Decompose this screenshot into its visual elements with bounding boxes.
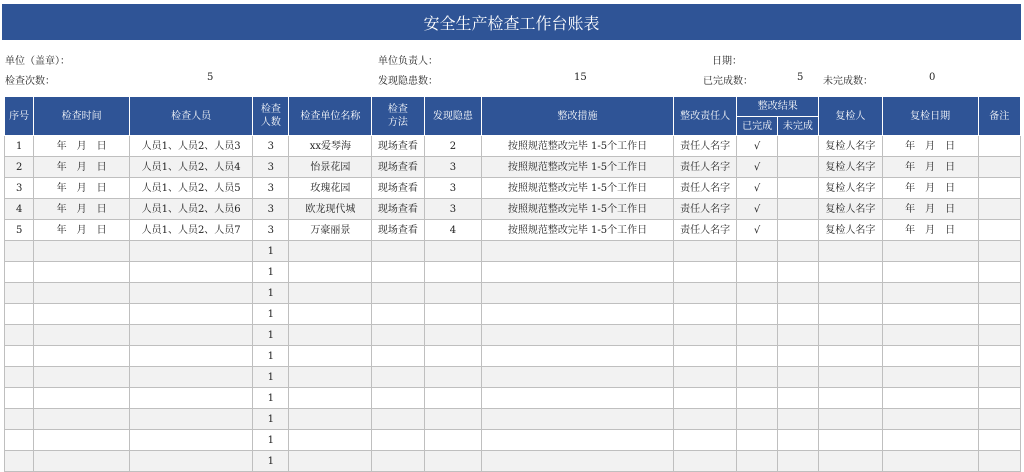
cell-undone[interactable] — [777, 241, 818, 262]
cell-unit[interactable] — [289, 241, 372, 262]
cell-unit[interactable] — [289, 409, 372, 430]
cell-review-date[interactable]: 年 月 日 — [882, 199, 978, 220]
cell-done[interactable] — [737, 451, 777, 472]
sheet-title: 安全生产检查工作台账表 — [2, 4, 1021, 40]
cell-review-date[interactable] — [882, 367, 978, 388]
cell-hazards[interactable] — [424, 430, 482, 451]
cell-done[interactable]: √ — [737, 157, 777, 178]
cell-owner[interactable] — [673, 241, 737, 262]
ledger-table — [4, 96, 1021, 472]
cell-people[interactable] — [130, 367, 253, 388]
cell-owner[interactable] — [673, 262, 737, 283]
cell-reviewer[interactable] — [819, 409, 883, 430]
header-reviewer: 复检人 — [819, 97, 883, 136]
cell-note[interactable] — [978, 178, 1020, 199]
cell-note[interactable] — [978, 409, 1020, 430]
cell-count[interactable]: 1 — [253, 262, 289, 283]
cell-review-date[interactable] — [882, 451, 978, 472]
cell-seq[interactable]: 1 — [5, 136, 34, 157]
cell-people[interactable]: 人员1、人员2、人员4 — [130, 157, 253, 178]
cell-note[interactable] — [978, 304, 1020, 325]
cell-unit[interactable]: 玫瑰花园 — [289, 178, 372, 199]
cell-count[interactable]: 1 — [253, 451, 289, 472]
header-people: 检查人员 — [130, 97, 253, 136]
uncompleted-count-value: 0 — [929, 72, 936, 83]
header-time: 检查时间 — [34, 97, 130, 136]
cell-review-date[interactable] — [882, 430, 978, 451]
cell-done[interactable] — [737, 346, 777, 367]
cell-note[interactable] — [978, 199, 1020, 220]
cell-done[interactable]: √ — [737, 199, 777, 220]
cell-seq[interactable] — [5, 409, 34, 430]
cell-owner[interactable]: 责任人名字 — [673, 178, 737, 199]
cell-undone[interactable] — [777, 346, 818, 367]
date-label: 日期： — [712, 56, 742, 67]
cell-undone[interactable] — [777, 262, 818, 283]
cell-hazards[interactable] — [424, 241, 482, 262]
header-note: 备注 — [978, 97, 1020, 136]
table-row — [5, 430, 1021, 451]
header-done: 已完成 — [737, 117, 777, 136]
cell-measures[interactable] — [482, 262, 674, 283]
cell-owner[interactable] — [673, 451, 737, 472]
cell-count[interactable]: 3 — [253, 199, 289, 220]
cell-review-date[interactable]: 年 月 日 — [882, 157, 978, 178]
cell-reviewer[interactable]: 复检人名字 — [819, 220, 883, 241]
cell-hazards[interactable] — [424, 304, 482, 325]
table-row — [5, 262, 1021, 283]
cell-count[interactable]: 1 — [253, 409, 289, 430]
cell-done[interactable] — [737, 409, 777, 430]
cell-done[interactable] — [737, 325, 777, 346]
cell-time[interactable] — [34, 325, 130, 346]
cell-method[interactable]: 现场查看 — [372, 178, 424, 199]
table-row — [5, 388, 1021, 409]
header-method-text: 检查方法 — [387, 104, 408, 128]
cell-count[interactable]: 1 — [253, 367, 289, 388]
cell-done[interactable] — [737, 241, 777, 262]
table-row — [5, 178, 1021, 199]
header-seq: 序号 — [5, 97, 34, 136]
cell-undone[interactable] — [777, 367, 818, 388]
cell-note[interactable] — [978, 451, 1020, 472]
table-row — [5, 157, 1021, 178]
cell-people[interactable] — [130, 325, 253, 346]
cell-undone[interactable] — [777, 409, 818, 430]
cell-hazards[interactable]: 2 — [424, 136, 482, 157]
cell-unit[interactable] — [289, 451, 372, 472]
header-review-date: 复检日期 — [882, 97, 978, 136]
cell-hazards[interactable]: 3 — [424, 157, 482, 178]
cell-note[interactable] — [978, 325, 1020, 346]
cell-unit[interactable] — [289, 304, 372, 325]
cell-method[interactable] — [372, 325, 424, 346]
cell-owner[interactable] — [673, 304, 737, 325]
table-row — [5, 241, 1021, 262]
cell-review-date[interactable]: 年 月 日 — [882, 178, 978, 199]
cell-measures[interactable] — [482, 430, 674, 451]
cell-seq[interactable] — [5, 325, 34, 346]
unit-label: 单位（盖章）： — [5, 56, 70, 67]
cell-seq[interactable] — [5, 262, 34, 283]
cell-unit[interactable] — [289, 283, 372, 304]
cell-unit[interactable]: 万豪丽景 — [289, 220, 372, 241]
cell-method[interactable] — [372, 346, 424, 367]
cell-seq[interactable]: 3 — [5, 178, 34, 199]
cell-seq[interactable] — [5, 430, 34, 451]
header-result: 整改结果 — [737, 97, 819, 117]
cell-done[interactable]: √ — [737, 220, 777, 241]
cell-note[interactable] — [978, 367, 1020, 388]
cell-measures[interactable]: 按照规范整改完毕 1-5个工作日 — [482, 157, 674, 178]
cell-method[interactable] — [372, 430, 424, 451]
cell-note[interactable] — [978, 283, 1020, 304]
cell-hazards[interactable] — [424, 325, 482, 346]
cell-note[interactable] — [978, 136, 1020, 157]
header-measures: 整改措施 — [482, 97, 674, 136]
cell-measures[interactable]: 按照规范整改完毕 1-5个工作日 — [482, 136, 674, 157]
cell-hazards[interactable]: 3 — [424, 178, 482, 199]
cell-review-date[interactable]: 年 月 日 — [882, 136, 978, 157]
cell-unit[interactable] — [289, 262, 372, 283]
cell-people[interactable] — [130, 241, 253, 262]
cell-owner[interactable] — [673, 346, 737, 367]
cell-owner[interactable] — [673, 430, 737, 451]
cell-unit[interactable]: xx爱琴海 — [289, 136, 372, 157]
cell-measures[interactable] — [482, 241, 674, 262]
header-count-text: 检查人数 — [260, 104, 281, 128]
cell-undone[interactable] — [777, 325, 818, 346]
cell-people[interactable] — [130, 304, 253, 325]
cell-reviewer[interactable] — [819, 346, 883, 367]
cell-seq[interactable] — [5, 367, 34, 388]
table-row — [5, 283, 1021, 304]
cell-measures[interactable] — [482, 325, 674, 346]
cell-measures[interactable] — [482, 409, 674, 430]
table-row — [5, 367, 1021, 388]
cell-review-date[interactable] — [882, 388, 978, 409]
cell-review-date[interactable] — [882, 304, 978, 325]
header-owner: 整改责任人 — [673, 97, 737, 136]
cell-count[interactable]: 1 — [253, 346, 289, 367]
cell-reviewer[interactable] — [819, 262, 883, 283]
cell-people[interactable] — [130, 283, 253, 304]
cell-owner[interactable] — [673, 409, 737, 430]
cell-note[interactable] — [978, 388, 1020, 409]
cell-method[interactable]: 现场查看 — [372, 199, 424, 220]
cell-count[interactable]: 3 — [253, 220, 289, 241]
cell-measures[interactable] — [482, 283, 674, 304]
cell-time[interactable] — [34, 430, 130, 451]
cell-hazards[interactable]: 3 — [424, 199, 482, 220]
inspection-count-label: 检查次数： — [5, 76, 55, 87]
cell-method[interactable] — [372, 409, 424, 430]
cell-owner[interactable]: 责任人名字 — [673, 136, 737, 157]
cell-done[interactable]: √ — [737, 178, 777, 199]
cell-hazards[interactable] — [424, 451, 482, 472]
cell-time[interactable] — [34, 367, 130, 388]
cell-note[interactable] — [978, 241, 1020, 262]
cell-measures[interactable] — [482, 388, 674, 409]
cell-method[interactable] — [372, 304, 424, 325]
cell-time[interactable]: 年 月 日 — [34, 157, 130, 178]
cell-done[interactable] — [737, 430, 777, 451]
cell-method[interactable]: 现场查看 — [372, 136, 424, 157]
cell-seq[interactable]: 5 — [5, 220, 34, 241]
cell-done[interactable]: √ — [737, 136, 777, 157]
cell-count[interactable]: 1 — [253, 241, 289, 262]
cell-done[interactable] — [737, 304, 777, 325]
cell-unit[interactable]: 怡景花园 — [289, 157, 372, 178]
cell-time[interactable] — [34, 409, 130, 430]
cell-method[interactable] — [372, 241, 424, 262]
cell-hazards[interactable] — [424, 283, 482, 304]
cell-undone[interactable] — [777, 157, 818, 178]
cell-review-date[interactable] — [882, 346, 978, 367]
cell-seq[interactable]: 2 — [5, 157, 34, 178]
cell-undone[interactable] — [777, 430, 818, 451]
cell-time[interactable]: 年 月 日 — [34, 136, 130, 157]
cell-people[interactable]: 人员1、人员2、人员5 — [130, 178, 253, 199]
cell-review-date[interactable] — [882, 325, 978, 346]
cell-reviewer[interactable] — [819, 241, 883, 262]
cell-hazards[interactable]: 4 — [424, 220, 482, 241]
cell-note[interactable] — [978, 220, 1020, 241]
table-row — [5, 199, 1021, 220]
cell-count[interactable]: 3 — [253, 178, 289, 199]
cell-reviewer[interactable] — [819, 304, 883, 325]
table-row — [5, 304, 1021, 325]
cell-reviewer[interactable]: 复检人名字 — [819, 157, 883, 178]
cell-time[interactable]: 年 月 日 — [34, 199, 130, 220]
table-row — [5, 136, 1021, 157]
cell-review-date[interactable] — [882, 283, 978, 304]
cell-unit[interactable] — [289, 388, 372, 409]
cell-people[interactable] — [130, 262, 253, 283]
cell-hazards[interactable] — [424, 346, 482, 367]
table-row — [5, 220, 1021, 241]
cell-people[interactable] — [130, 451, 253, 472]
cell-note[interactable] — [978, 346, 1020, 367]
table-row — [5, 451, 1021, 472]
cell-people[interactable]: 人员1、人员2、人员7 — [130, 220, 253, 241]
cell-note[interactable] — [978, 430, 1020, 451]
cell-time[interactable] — [34, 262, 130, 283]
cell-people[interactable] — [130, 388, 253, 409]
cell-measures[interactable] — [482, 346, 674, 367]
cell-time[interactable]: 年 月 日 — [34, 220, 130, 241]
manager-label: 单位负责人： — [378, 56, 438, 67]
cell-seq[interactable] — [5, 283, 34, 304]
cell-unit[interactable] — [289, 430, 372, 451]
cell-measures[interactable] — [482, 451, 674, 472]
completed-count-value: 5 — [797, 72, 804, 83]
cell-time[interactable] — [34, 241, 130, 262]
cell-people[interactable] — [130, 409, 253, 430]
cell-hazards[interactable] — [424, 409, 482, 430]
cell-note[interactable] — [978, 262, 1020, 283]
cell-measures[interactable] — [482, 367, 674, 388]
cell-measures[interactable]: 按照规范整改完毕 1-5个工作日 — [482, 178, 674, 199]
cell-people[interactable]: 人员1、人员2、人员6 — [130, 199, 253, 220]
cell-unit[interactable] — [289, 325, 372, 346]
cell-reviewer[interactable] — [819, 388, 883, 409]
cell-undone[interactable] — [777, 136, 818, 157]
cell-method[interactable] — [372, 451, 424, 472]
cell-time[interactable] — [34, 283, 130, 304]
cell-method[interactable] — [372, 283, 424, 304]
cell-measures[interactable]: 按照规范整改完毕 1-5个工作日 — [482, 199, 674, 220]
cell-reviewer[interactable] — [819, 367, 883, 388]
cell-reviewer[interactable]: 复检人名字 — [819, 136, 883, 157]
cell-reviewer[interactable]: 复检人名字 — [819, 178, 883, 199]
cell-undone[interactable] — [777, 451, 818, 472]
cell-method[interactable] — [372, 367, 424, 388]
completed-count-label: 已完成数： — [703, 76, 753, 87]
cell-done[interactable] — [737, 367, 777, 388]
cell-undone[interactable] — [777, 283, 818, 304]
table-row — [5, 346, 1021, 367]
cell-owner[interactable] — [673, 388, 737, 409]
cell-undone[interactable] — [777, 388, 818, 409]
cell-seq[interactable] — [5, 304, 34, 325]
cell-undone[interactable] — [777, 178, 818, 199]
header-hazards: 发现隐患 — [424, 97, 482, 136]
header-method — [372, 97, 424, 136]
cell-unit[interactable] — [289, 367, 372, 388]
cell-count[interactable]: 1 — [253, 283, 289, 304]
table-row — [5, 409, 1021, 430]
cell-unit[interactable]: 欧龙现代城 — [289, 199, 372, 220]
cell-method[interactable]: 现场查看 — [372, 220, 424, 241]
cell-reviewer[interactable] — [819, 430, 883, 451]
cell-reviewer[interactable] — [819, 283, 883, 304]
cell-seq[interactable] — [5, 451, 34, 472]
cell-reviewer[interactable] — [819, 325, 883, 346]
cell-hazards[interactable] — [424, 388, 482, 409]
cell-done[interactable] — [737, 388, 777, 409]
cell-measures[interactable] — [482, 304, 674, 325]
cell-hazards[interactable] — [424, 262, 482, 283]
cell-done[interactable] — [737, 262, 777, 283]
cell-note[interactable] — [978, 157, 1020, 178]
cell-time[interactable] — [34, 304, 130, 325]
cell-undone[interactable] — [777, 199, 818, 220]
cell-count[interactable]: 3 — [253, 157, 289, 178]
cell-undone[interactable] — [777, 220, 818, 241]
cell-owner[interactable]: 责任人名字 — [673, 157, 737, 178]
header-count — [253, 97, 289, 136]
cell-seq[interactable] — [5, 241, 34, 262]
cell-seq[interactable] — [5, 346, 34, 367]
uncompleted-count-label: 未完成数： — [823, 76, 873, 87]
cell-count[interactable]: 3 — [253, 136, 289, 157]
cell-method[interactable]: 现场查看 — [372, 157, 424, 178]
cell-people[interactable] — [130, 346, 253, 367]
cell-owner[interactable] — [673, 325, 737, 346]
cell-review-date[interactable] — [882, 241, 978, 262]
cell-count[interactable]: 1 — [253, 388, 289, 409]
cell-time[interactable]: 年 月 日 — [34, 178, 130, 199]
header-undone: 未完成 — [777, 117, 818, 136]
hazards-count-label: 发现隐患数： — [378, 76, 438, 87]
cell-time[interactable] — [34, 346, 130, 367]
cell-review-date[interactable]: 年 月 日 — [882, 220, 978, 241]
cell-done[interactable] — [737, 283, 777, 304]
header-unit: 检查单位名称 — [289, 97, 372, 136]
cell-owner[interactable] — [673, 367, 737, 388]
cell-measures[interactable]: 按照规范整改完毕 1-5个工作日 — [482, 220, 674, 241]
hazards-count-value: 15 — [574, 72, 587, 83]
table-row — [5, 325, 1021, 346]
cell-method[interactable] — [372, 388, 424, 409]
cell-seq[interactable] — [5, 388, 34, 409]
cell-count[interactable]: 1 — [253, 325, 289, 346]
cell-time[interactable] — [34, 388, 130, 409]
cell-seq[interactable]: 4 — [5, 199, 34, 220]
cell-reviewer[interactable] — [819, 451, 883, 472]
cell-unit[interactable] — [289, 346, 372, 367]
cell-owner[interactable]: 责任人名字 — [673, 220, 737, 241]
cell-count[interactable]: 1 — [253, 430, 289, 451]
cell-count[interactable]: 1 — [253, 304, 289, 325]
cell-owner[interactable]: 责任人名字 — [673, 199, 737, 220]
cell-method[interactable] — [372, 262, 424, 283]
cell-undone[interactable] — [777, 304, 818, 325]
cell-owner[interactable] — [673, 283, 737, 304]
cell-time[interactable] — [34, 451, 130, 472]
cell-review-date[interactable] — [882, 262, 978, 283]
cell-reviewer[interactable]: 复检人名字 — [819, 199, 883, 220]
cell-people[interactable] — [130, 430, 253, 451]
cell-people[interactable]: 人员1、人员2、人员3 — [130, 136, 253, 157]
cell-review-date[interactable] — [882, 409, 978, 430]
cell-hazards[interactable] — [424, 367, 482, 388]
inspection-count-value: 5 — [207, 72, 214, 83]
ledger-body — [5, 136, 1021, 472]
